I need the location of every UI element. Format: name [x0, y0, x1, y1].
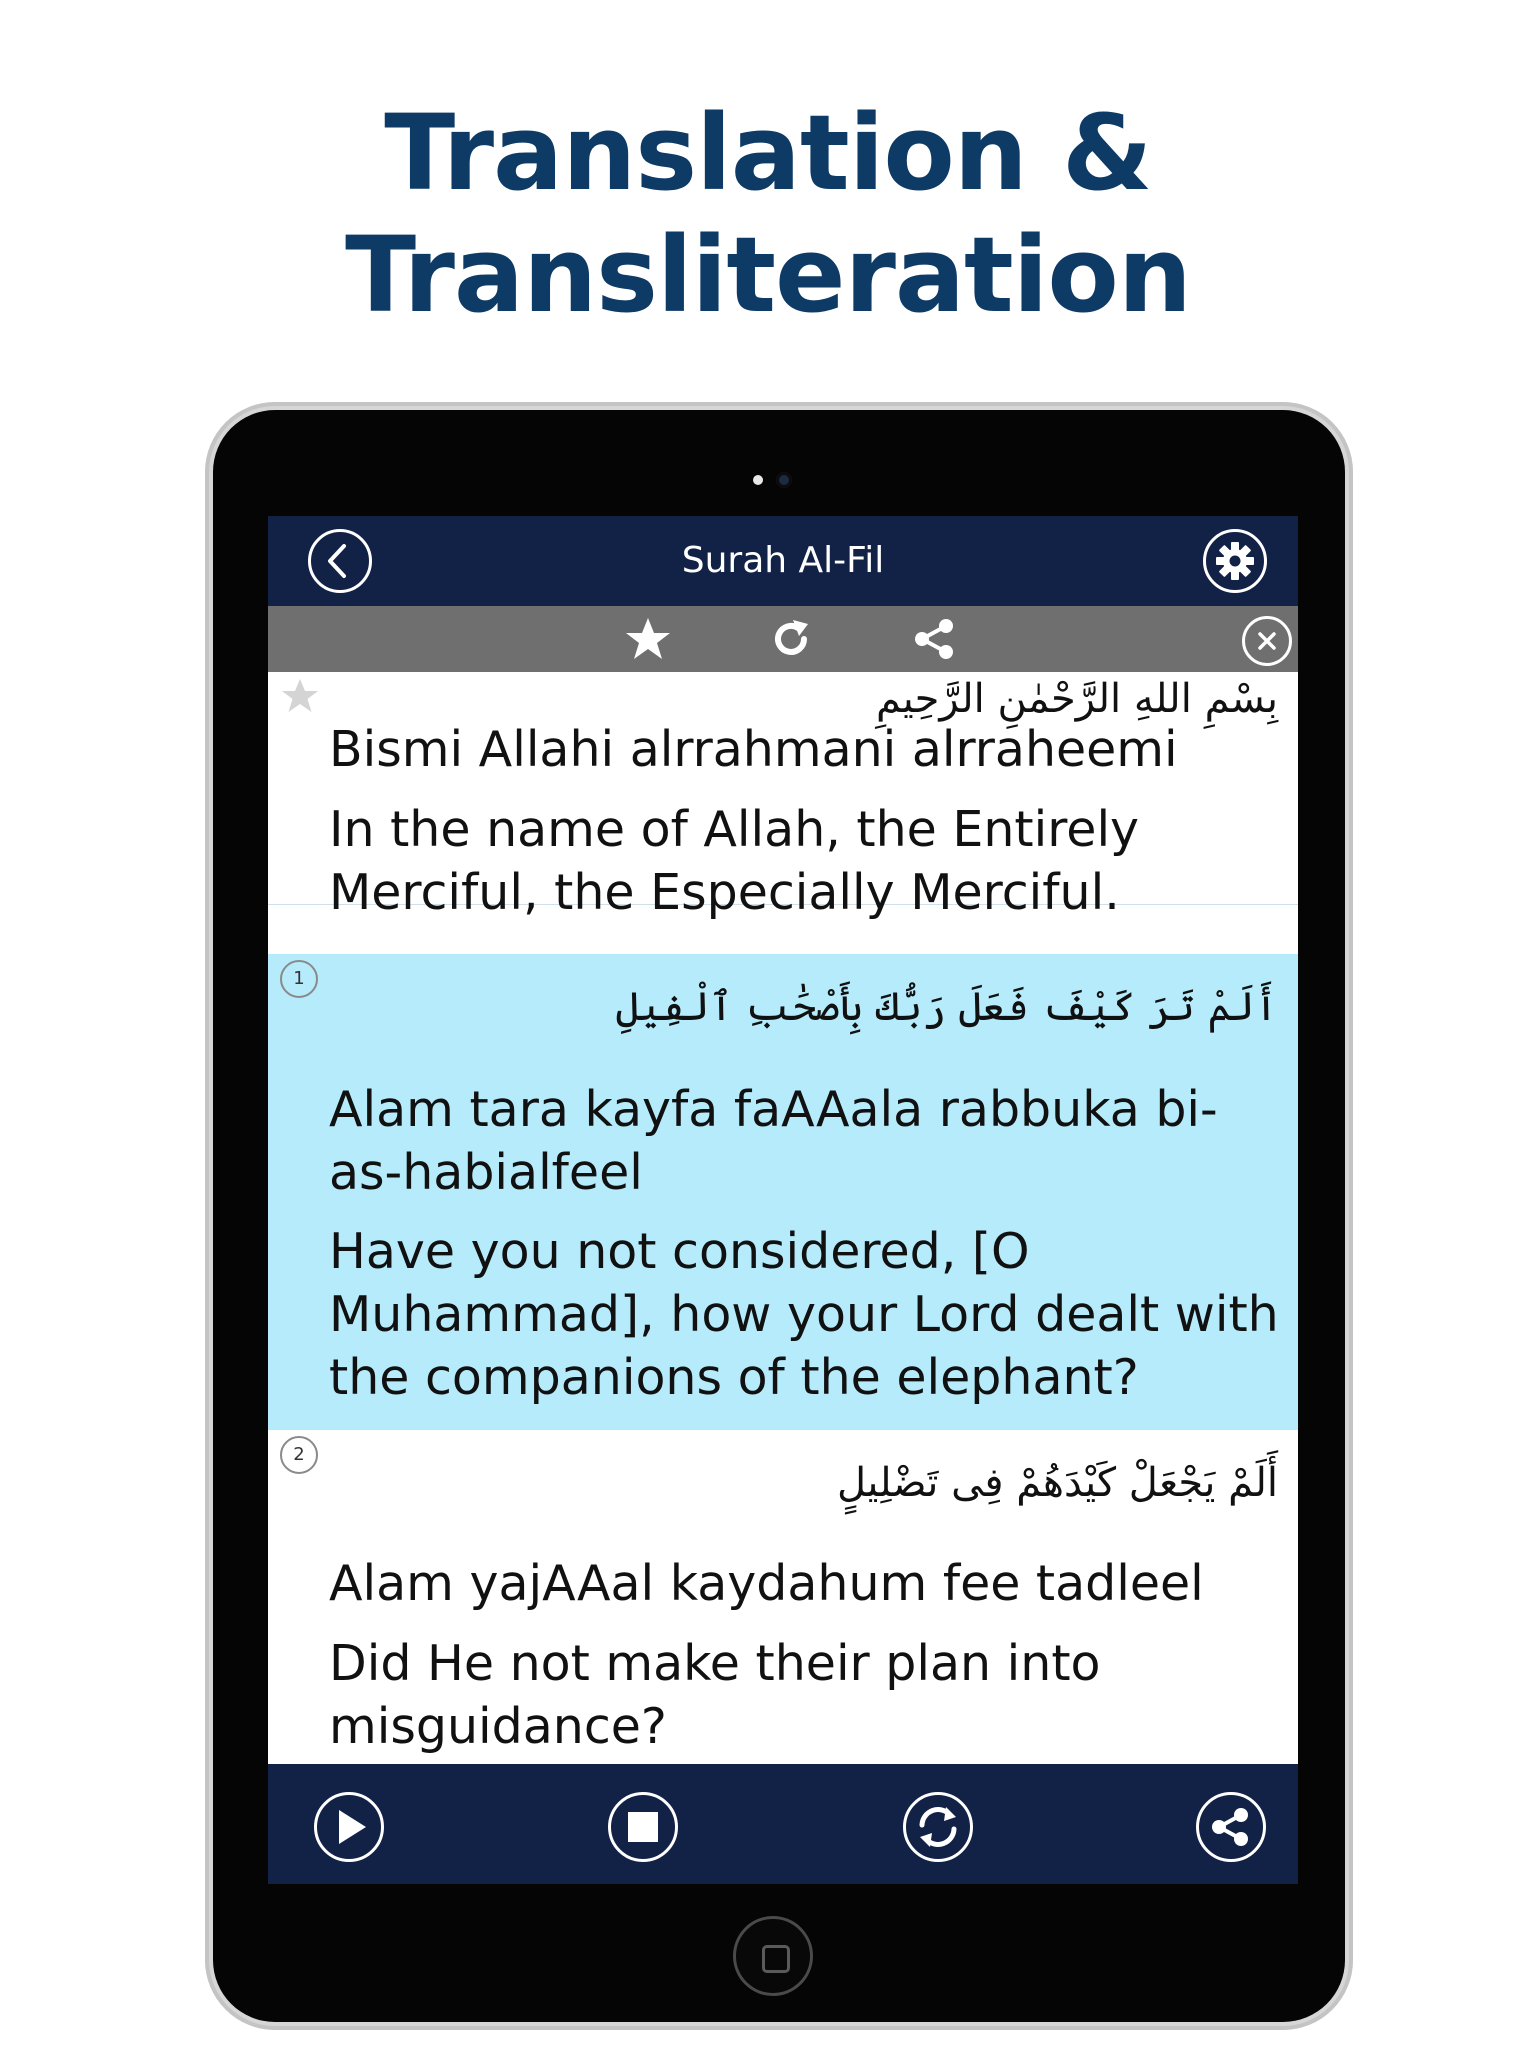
page-headline: Translation & Transliteration: [345, 92, 1191, 336]
gear-icon: [1206, 532, 1264, 590]
verse-translation: In the name of Allah, the Entirely Merciful, the Especially Merciful.: [329, 801, 1140, 921]
share-button[interactable]: [1196, 1792, 1266, 1862]
screen-title: Surah Al-Fil: [681, 540, 885, 581]
verse-arabic: أَلَمْ يَجْعَلْ كَيْدَهُمْ فِى تَضْلِيلٍ: [836, 1460, 1278, 1506]
stop-button[interactable]: [608, 1792, 678, 1862]
verse-bismillah[interactable]: [268, 656, 1298, 921]
verse-1[interactable]: [268, 954, 1298, 1431]
app-screen: [268, 516, 1298, 1884]
star-icon[interactable]: [623, 614, 673, 664]
settings-button[interactable]: [1203, 529, 1267, 593]
verse-number-badge: 1: [280, 960, 318, 998]
verse-arabic: بِسْمِ اللهِ الرَّحْمٰنِ الرَّحِيمِ: [875, 676, 1278, 722]
audio-control-bar: [268, 1764, 1298, 1884]
camera-lens: [776, 472, 792, 488]
top-bar: [268, 516, 1298, 606]
play-icon: [317, 1795, 381, 1859]
star-icon[interactable]: [280, 676, 320, 716]
verse-transliteration: Bismi Allahi alrrahmani alrraheemi: [329, 721, 1178, 778]
repeat-icon: [906, 1795, 970, 1859]
verse-transliteration: Alam tara kayfa faAAala rabbuka bi-as-habialfeel: [329, 1081, 1218, 1201]
stop-icon: [611, 1795, 675, 1859]
close-button[interactable]: [1242, 616, 1292, 666]
share-icon[interactable]: [909, 614, 959, 664]
refresh-icon[interactable]: [766, 614, 816, 664]
share-icon: [1199, 1795, 1263, 1859]
close-icon: [1245, 619, 1289, 663]
camera-sensor: [753, 475, 763, 485]
verse-number-badge: 2: [280, 1436, 318, 1474]
verse-translation: Have you not considered, [O Muhammad], how your Lord dealt with the companions of the elephant?: [329, 1223, 1279, 1406]
verse-action-toolbar: [268, 606, 1298, 672]
verse-transliteration: Alam yajAAal kaydahum fee tadleel: [329, 1555, 1204, 1612]
home-button[interactable]: [733, 1916, 813, 1996]
repeat-button[interactable]: [903, 1792, 973, 1862]
verse-arabic: أَلَمْ تَرَ كَيْفَ فَعَلَ رَبُّكَ بِأَصْحَٰبِ ٱلْفِيلِ: [615, 984, 1278, 1030]
play-button[interactable]: [314, 1792, 384, 1862]
verse-translation: Did He not make their plan into misguidance?: [329, 1635, 1101, 1755]
